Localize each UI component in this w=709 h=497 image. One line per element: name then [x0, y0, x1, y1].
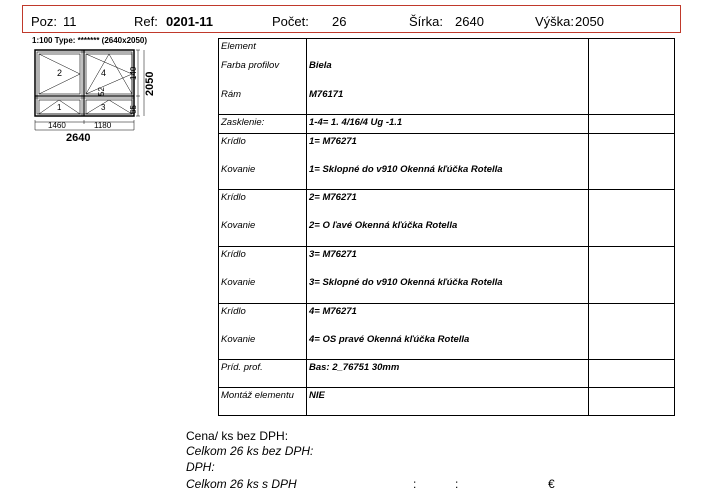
kovanie-value: 2= O ľavé Okenná kľúčka Rotella — [309, 220, 458, 231]
table-row — [219, 134, 675, 190]
zasklenie-label: Zasklenie: — [221, 117, 265, 128]
kovanie-label: Kovanie — [221, 164, 256, 175]
kovanie-label: Kovanie — [221, 334, 256, 345]
pocet-label: Počet: — [272, 14, 309, 29]
kovanie-value: 1= Sklopné do v910 Okenná kľúčka Rotella — [309, 164, 503, 175]
farba-label: Farba profilov — [221, 60, 280, 71]
table-row — [219, 39, 675, 115]
table-row — [219, 360, 675, 388]
table-row — [219, 247, 675, 304]
ram-value: M76171 — [309, 89, 344, 100]
farba-value: Biela — [309, 60, 332, 71]
kovanie-label: Kovanie — [221, 277, 256, 288]
kridlo-value: 1= M76271 — [309, 136, 357, 147]
kridlo-label: Krídlo — [221, 192, 246, 203]
kridlo-label: Krídlo — [221, 306, 246, 317]
dim-height-top: 140 — [129, 66, 138, 80]
poz-label: Poz: — [31, 14, 58, 29]
colon-separator: : — [413, 477, 417, 491]
table-row — [219, 388, 675, 416]
kovanie-value: 4= OS pravé Okenná kľúčka Rotella — [309, 334, 470, 345]
dim-height-bottom: 65 — [129, 105, 138, 114]
colon-separator: : — [455, 477, 459, 491]
celkom-bez-label: Celkom 26 ks bez DPH: — [186, 444, 314, 458]
sash-label-4: 4 — [101, 68, 107, 78]
sirka-label: Šírka: — [409, 14, 443, 29]
dim-width-right: 1180 — [94, 121, 112, 130]
dph-label: DPH: — [186, 460, 215, 474]
kovanie-value: 3= Sklopné do v910 Okenná kľúčka Rotella — [309, 277, 503, 288]
currency-symbol: € — [548, 477, 555, 491]
kridlo-value: 4= M76271 — [309, 306, 357, 317]
prid-value: Bas: 2_76751 30mm — [309, 362, 400, 373]
window-drawing — [28, 44, 168, 144]
ref-value: 0201-11 — [166, 14, 213, 29]
dim-height-total: 2050 — [144, 71, 156, 96]
kridlo-value: 2= M76271 — [309, 192, 357, 203]
ram-label: Rám — [221, 89, 242, 100]
kridlo-value: 3= M76271 — [309, 249, 357, 260]
position-header — [22, 5, 681, 33]
kridlo-label: Krídlo — [221, 249, 246, 260]
vyska-label: Výška: — [535, 14, 575, 29]
sash-label-2: 2 — [57, 68, 63, 78]
pocet-value: 26 — [332, 14, 347, 29]
table-row — [219, 304, 675, 360]
vyska-value: 2050 — [575, 14, 604, 29]
cena-label: Cena/ ks bez DPH: — [186, 429, 289, 443]
drawing-caption: 1:100 Type: ******* (2640x2050) — [32, 36, 148, 45]
dim-width-total: 2640 — [66, 132, 91, 144]
zasklenie-value: 1-4= 1. 4/16/4 Ug -1.1 — [309, 117, 403, 128]
prid-label: Príd. prof. — [221, 362, 263, 373]
spec-table — [218, 38, 675, 416]
ref-label: Ref: — [134, 14, 158, 29]
sirka-value: 2640 — [455, 14, 484, 29]
element-label: Element — [221, 41, 256, 52]
celkom-s-label: Celkom 26 ks s DPH — [186, 477, 297, 491]
table-row — [219, 115, 675, 134]
montaz-label: Montáž elementu — [221, 390, 294, 401]
dim-height-mid: 52 — [97, 87, 106, 96]
kovanie-label: Kovanie — [221, 220, 256, 231]
poz-value: 11 — [63, 14, 77, 29]
table-row — [219, 190, 675, 247]
sash-label-3: 3 — [101, 103, 106, 112]
montaz-value: NIE — [309, 390, 325, 401]
kridlo-label: Krídlo — [221, 136, 246, 147]
dim-width-left: 1460 — [48, 121, 66, 130]
sash-label-1: 1 — [57, 103, 62, 112]
